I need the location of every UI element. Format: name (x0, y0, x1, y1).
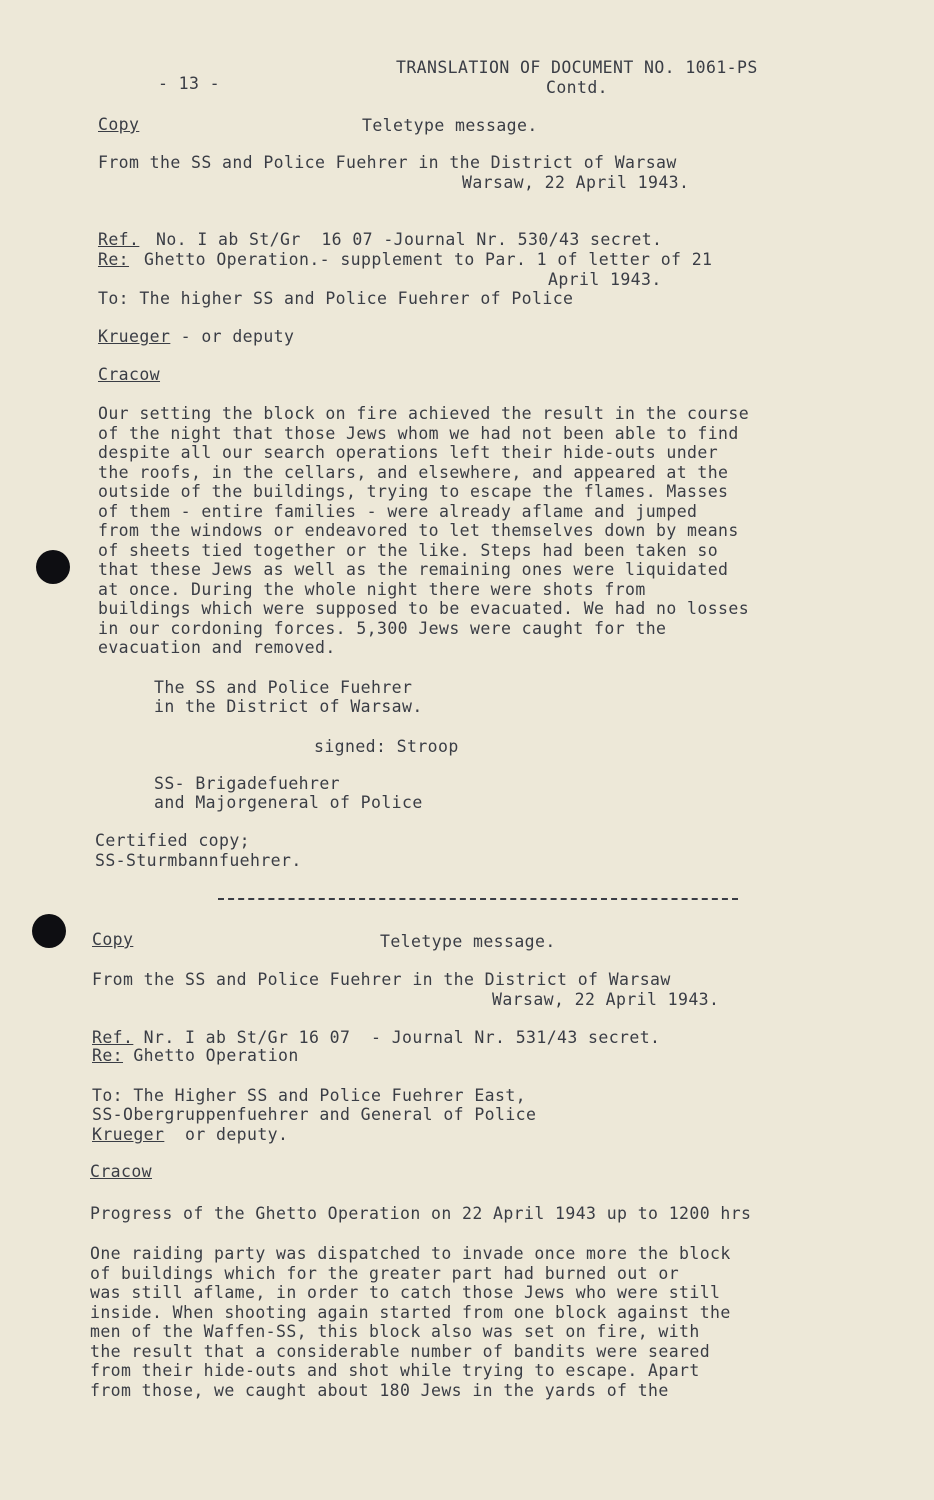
addressee-rest: - or deputy (170, 327, 295, 346)
body-line: in our cordoning forces. 5,300 Jews were caught for the (98, 618, 667, 638)
recipient-line: To: The Higher SS and Police Fuehrer East, (92, 1086, 527, 1105)
city: Cracow (98, 365, 161, 384)
translation-reference: TRANSLATION OF DOCUMENT NO. 1061-PS (396, 58, 758, 77)
addressee-line (92, 1125, 288, 1145)
re-text: Ghetto Operation (123, 1046, 299, 1065)
ref-label: Ref. (98, 230, 140, 249)
sender-line: From the SS and Police Fuehrer in the District of Warsaw (92, 970, 671, 989)
message-type: Teletype message. (362, 116, 538, 135)
body-line: evacuation and removed. (98, 638, 336, 657)
body-line: outside of the buildings, trying to escape the flames. Masses (98, 482, 729, 501)
punch-hole (36, 550, 70, 584)
recipient-line: SS-Obergruppenfuehrer and General of Police (92, 1105, 537, 1124)
body-line: of sheets tied together or the like. Steps had been taken so (98, 540, 719, 560)
body-line: of buildings which for the greater part had burned out or (90, 1263, 680, 1283)
addressee-rest: or deputy. (164, 1125, 289, 1144)
body-line: men of the Waffen-SS, this block also was set on fire, with (90, 1322, 700, 1341)
addressee-line (98, 327, 294, 347)
ref-line (92, 1028, 660, 1048)
copy-label: Copy (98, 115, 140, 134)
re-label: Re: (98, 250, 130, 269)
progress-heading: Progress of the Ghetto Operation on 22 April 1943 up to 1200 hrs (90, 1204, 752, 1223)
place-date: Warsaw, 22 April 1943. (492, 990, 720, 1009)
signed-line: signed: Stroop (314, 737, 459, 756)
ref-label: Ref. (92, 1028, 134, 1047)
body-line: from their hide-outs and shot while trying to escape. Apart (90, 1361, 700, 1380)
signature-block-line: The SS and Police Fuehrer (154, 678, 413, 697)
body-line: from the windows or endeavored to let themselves down by means (98, 521, 739, 540)
body-line: despite all our search operations left their hide-outs under (98, 443, 719, 462)
body-line: from those, we caught about 180 Jews in the yards of the (90, 1380, 669, 1400)
ref-text: No. I ab St/Gr 16 07 -Journal Nr. 530/43 secret. (156, 230, 663, 249)
punch-hole (32, 914, 66, 948)
re-label: Re: (92, 1046, 124, 1065)
body-line: buildings which were supposed to be evacuated. We had no losses (98, 599, 750, 618)
page-number: - 13 - (158, 74, 221, 93)
body-line: that these Jews as well as the remaining ones were liquidated (98, 560, 729, 579)
rank-line: SS- Brigadefuehrer (154, 774, 341, 793)
addressee-name: Krueger (92, 1125, 165, 1144)
re-text: Ghetto Operation.- supplement to Par. 1 of letter of 21 (144, 250, 713, 269)
place-date: Warsaw, 22 April 1943. (462, 173, 690, 192)
city: Cracow (90, 1162, 153, 1181)
signature-block-line: in the District of Warsaw. (154, 697, 423, 716)
body-line: inside. When shooting again started from one block against the (90, 1302, 731, 1322)
body-line: the result that a considerable number of bandits were seared (90, 1341, 711, 1361)
re-line (92, 1046, 299, 1066)
separator-rule (218, 898, 738, 900)
body-line: the roofs, in the cellars, and elsewhere, and appeared at the (98, 462, 729, 482)
rank-line: and Majorgeneral of Police (154, 793, 423, 812)
body-line: at once. During the whole night there were shots from (98, 579, 646, 599)
body-line: of them - entire families - were already aflame and jumped (98, 501, 698, 521)
message-body (90, 1244, 731, 1400)
body-line: of the night that those Jews whom we had not been able to find (98, 423, 739, 443)
sender-line: From the SS and Police Fuehrer in the District of Warsaw (98, 153, 677, 172)
continued-label: Contd. (546, 78, 609, 97)
body-line: Our setting the block on fire achieved the result in the course (98, 404, 750, 423)
recipient-line: To: The higher SS and Police Fuehrer of Police (98, 289, 574, 308)
ref-text: Nr. I ab St/Gr 16 07 - Journal Nr. 531/43 secret. (133, 1028, 661, 1047)
message-body (98, 404, 749, 658)
message-type: Teletype message. (380, 932, 556, 951)
body-line: One raiding party was dispatched to invade once more the block (90, 1244, 731, 1263)
addressee-name: Krueger (98, 327, 171, 346)
certified-copy: Certified copy; (95, 831, 251, 850)
certifier: SS-Sturmbannfuehrer. (95, 851, 302, 870)
re-text-continued: April 1943. (548, 270, 662, 289)
copy-label: Copy (92, 930, 134, 949)
body-line: was still aflame, in order to catch those Jews who were still (90, 1283, 721, 1302)
